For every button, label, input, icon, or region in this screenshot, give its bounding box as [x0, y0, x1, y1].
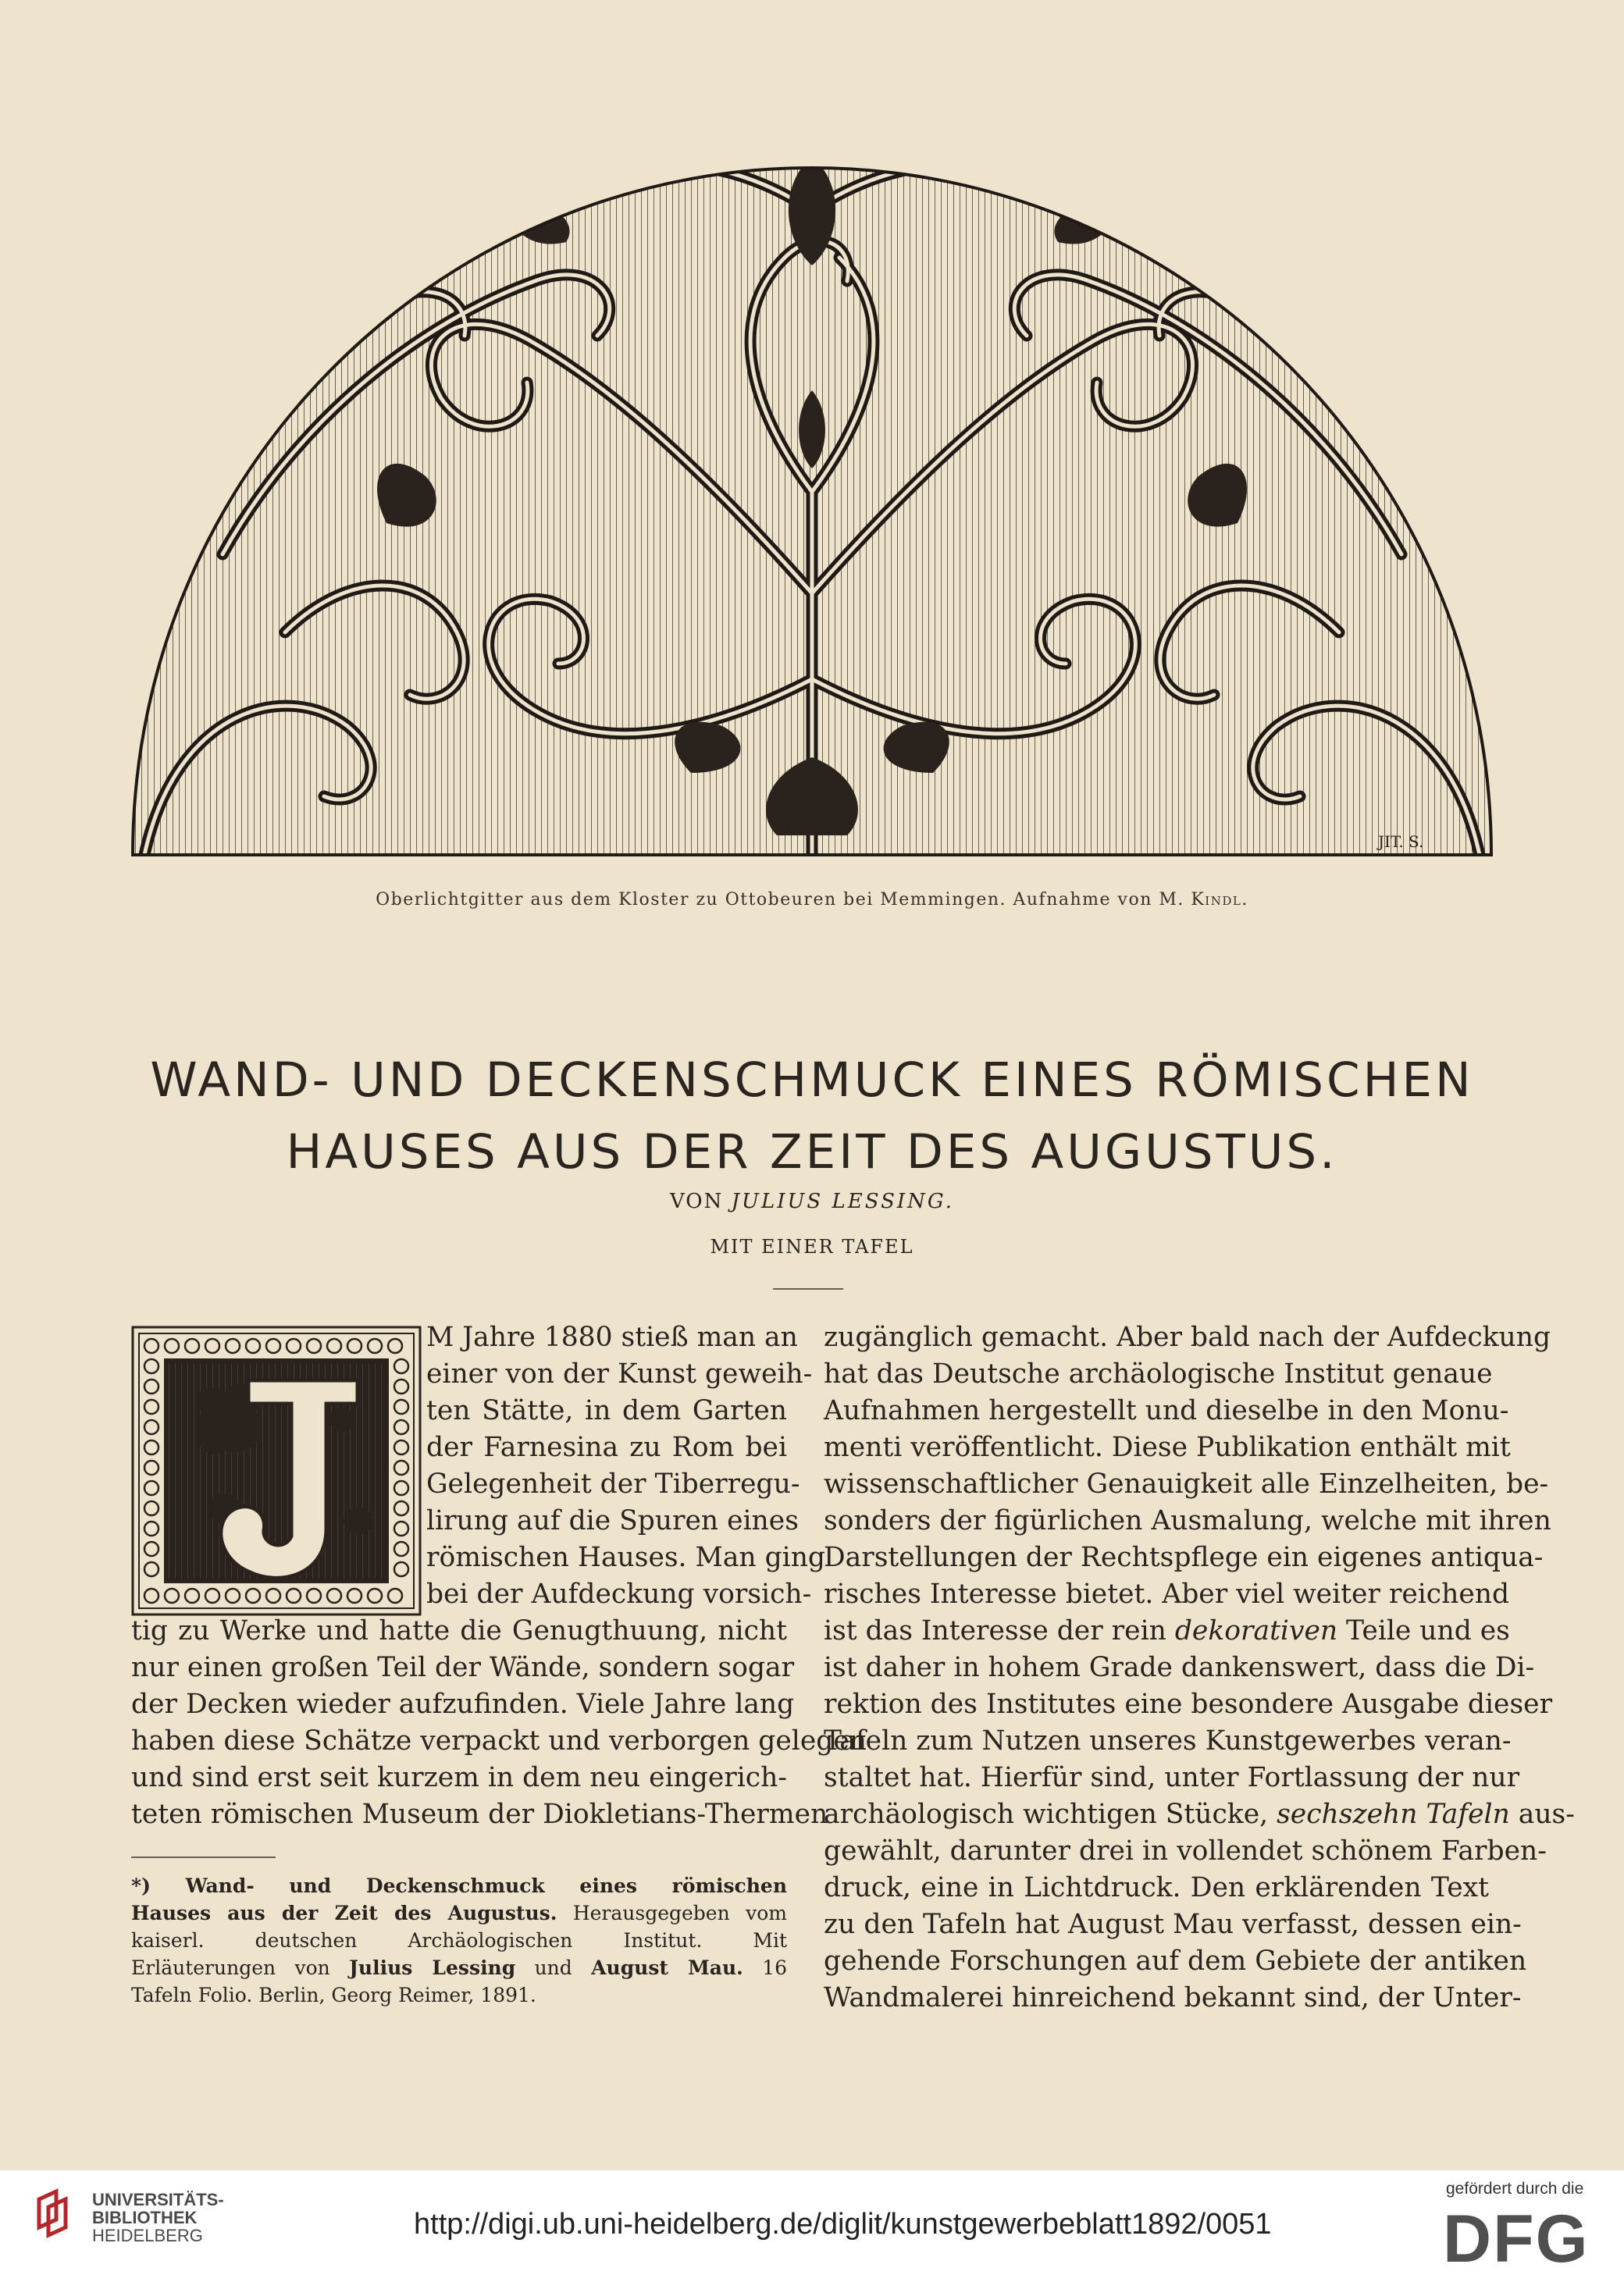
footnote-line: Tafeln Folio. Berlin, Georg Reimer, 1891.	[131, 1984, 536, 2006]
footnote-text: Erläuterungen von	[131, 1956, 350, 1979]
text-line: M Jahre 1880 stieß man an	[426, 1322, 798, 1353]
illustration-caption	[0, 890, 1624, 910]
footnote-line: kaiserl. deutschen Archäologischen Institut. Mit	[131, 1929, 787, 1952]
byline-prefix: VON	[669, 1190, 732, 1213]
text-line: sonders der figürlichen Ausmalung, welche mit ihren	[824, 1505, 1551, 1536]
text-line: und sind erst seit kurzem in dem neu eingerich-	[131, 1762, 787, 1793]
footnote-text: und	[515, 1956, 592, 1979]
text-run: archäologisch wichtigen Stücke,	[824, 1799, 1277, 1830]
footnote-title: *) Wand- und Deckenschmuck eines römischen	[131, 1874, 787, 1897]
text-line: Gelegenheit der Tiberregu-	[426, 1469, 800, 1500]
illustration-signature: JIT. S.	[1378, 832, 1424, 851]
text-line: risches Interesse bietet. Aber viel weiter reichend	[824, 1579, 1510, 1610]
library-name-line-1: UNIVERSITÄTS-	[92, 2190, 224, 2209]
text-line: einer von der Kunst geweih-	[426, 1358, 813, 1390]
emphasis-dekorativen: dekorativen	[1174, 1615, 1338, 1647]
footnote-line	[131, 1899, 787, 1927]
byline	[0, 1190, 1624, 1213]
footnote-author-2: August Mau.	[591, 1956, 743, 1979]
text-line: rektion des Institutes eine besondere Ausgabe dieser	[824, 1689, 1553, 1720]
university-library-name[interactable]	[92, 2191, 224, 2245]
dfg-logo[interactable]: DFG	[1443, 2202, 1590, 2277]
lunette-grille-illustration	[129, 86, 1495, 859]
text-line: menti veröffentlicht. Diese Publikation enthält mit	[824, 1432, 1511, 1463]
text-line: druck, eine in Lichtdruck. Den erklärenden Text	[824, 1872, 1489, 1903]
article-title-line-1: WAND- UND DECKENSCHMUCK EINES RÖMISCHEN	[150, 1052, 1474, 1108]
text-line: zu den Tafeln hat August Mau verfasst, dessen ein-	[824, 1909, 1522, 1940]
funding-note: gefördert durch die	[1446, 2180, 1584, 2198]
text-line: ist daher in hohem Grade dankenswert, dass die Di-	[824, 1652, 1535, 1683]
university-library-logo-icon	[33, 2188, 83, 2238]
text-run: ist das Interesse der rein	[824, 1615, 1175, 1647]
caption-photographer: Kindl.	[1191, 890, 1248, 910]
text-line	[824, 1613, 1510, 1650]
subline: MIT EINER TAFEL	[710, 1236, 914, 1258]
text-run: aus-	[1509, 1799, 1575, 1830]
title-rule	[773, 1288, 843, 1290]
text-line: bei der Aufdeckung vorsich-	[426, 1579, 812, 1610]
footnote-author-1: Julius Lessing	[349, 1956, 516, 1979]
page-permalink[interactable]: http://digi.ub.uni-heidelberg.de/diglit/kunstgewerbeblatt1892/0051	[414, 2208, 1272, 2241]
footnote-line	[131, 1872, 787, 1899]
footnote-line	[131, 1954, 787, 1981]
text-line	[824, 1796, 1575, 1833]
text-line: Darstellungen der Rechtspflege ein eigenes antiqua-	[824, 1542, 1544, 1573]
text-line: Tafeln zum Nutzen unseres Kunstgewerbes veran-	[824, 1725, 1512, 1757]
text-line: teten römischen Museum der Diokletians-Thermen	[131, 1799, 828, 1830]
left-text-column	[131, 1319, 867, 1833]
text-line: der Decken wieder aufzufinden. Viele Jahre lang	[131, 1689, 795, 1720]
library-name-line-2: BIBLIOTHEK	[92, 2208, 198, 2227]
text-line: Wandmalerei hinreichend bekannt sind, der Unter-	[824, 1982, 1522, 2013]
text-line: hat das Deutsche archäologische Institut genaue	[824, 1358, 1493, 1390]
text-line: ten Stätte, in dem Garten	[426, 1395, 787, 1426]
text-run: Teile und es	[1337, 1615, 1510, 1647]
text-line: der Farnesina zu Rom bei	[426, 1432, 787, 1463]
text-line: wissenschaftlicher Genauigkeit alle Einzelheiten, be-	[824, 1469, 1549, 1500]
footnote-text: Herausgegeben vom	[557, 1902, 788, 1924]
footnote-rule	[131, 1857, 276, 1858]
text-line: Aufnahmen hergestellt und dieselbe in den Monu-	[824, 1395, 1509, 1426]
footnote	[131, 1872, 787, 2009]
library-name-line-3: HEIDELBERG	[92, 2226, 203, 2245]
text-line: gewählt, darunter drei in vollendet schönem Farben-	[824, 1835, 1547, 1867]
text-line: tig zu Werke und hatte die Genugthuung, nicht	[131, 1615, 787, 1647]
text-line: römischen Hauses. Man ging	[426, 1542, 825, 1573]
emphasis-sechszehn-tafeln: sechszehn Tafeln	[1277, 1799, 1510, 1830]
caption-text: Oberlichtgitter aus dem Kloster zu Ottobeuren bei Memmingen. Aufnahme von M.	[376, 890, 1191, 910]
right-text-column	[824, 1319, 1575, 2017]
text-line: staltet hat. Hierfür sind, unter Fortlassung der nur	[824, 1762, 1520, 1793]
footnote-text: 16	[743, 1956, 788, 1979]
text-line: lirung auf die Spuren eines	[426, 1505, 799, 1536]
text-line: haben diese Schätze verpackt und verborgen gelegen	[131, 1725, 867, 1757]
text-line: gehende Forschungen auf dem Gebiete der antiken	[824, 1946, 1527, 1977]
article-title-line-2: HAUSES AUS DER ZEIT DES AUGUSTUS.	[286, 1124, 1338, 1180]
footnote-title-cont: Hauses aus der Zeit des Augustus.	[131, 1902, 557, 1924]
text-line: nur einen großen Teil der Wände, sondern sogar	[131, 1652, 795, 1683]
text-line: zugänglich gemacht. Aber bald nach der Aufdeckung	[824, 1322, 1551, 1353]
byline-author: JULIUS LESSING.	[731, 1190, 955, 1213]
